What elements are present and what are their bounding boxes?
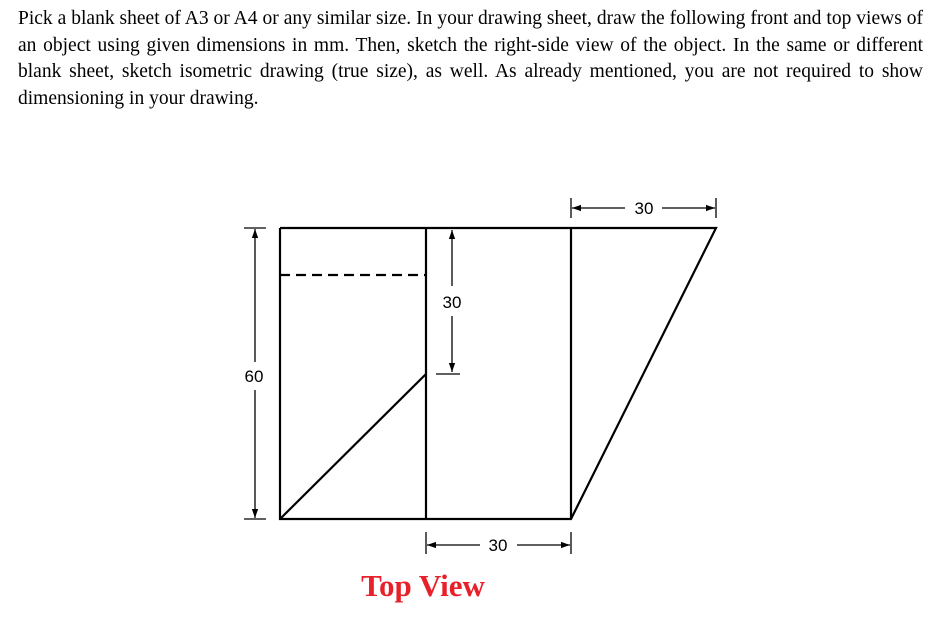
depth-dimension-label: 30	[442, 293, 462, 312]
top-width-dimension-label: 30	[634, 199, 654, 218]
instructions-text: Pick a blank sheet of A3 or A4 or any similar size. In your drawing sheet, draw the following front and top views of an object using given dimensions in mm. Then, sketch the right-side view of the object. In the same or different blank sheet, sketch isometric drawing (true size), as well. As already mentioned, you are not required to show dimensioning in your drawing.	[18, 8, 923, 109]
diagonal-edge	[280, 374, 426, 519]
dimension-inner-depth	[436, 230, 461, 374]
view-caption: Top View	[361, 568, 485, 603]
height-dimension-label: 60	[244, 367, 264, 386]
dimension-top-width	[571, 198, 716, 218]
object-outline	[280, 228, 716, 519]
bottom-width-dimension-label: 30	[488, 536, 508, 555]
outline-shape	[280, 228, 716, 519]
dimension-height	[244, 228, 266, 519]
dimension-bottom-width	[426, 532, 571, 555]
